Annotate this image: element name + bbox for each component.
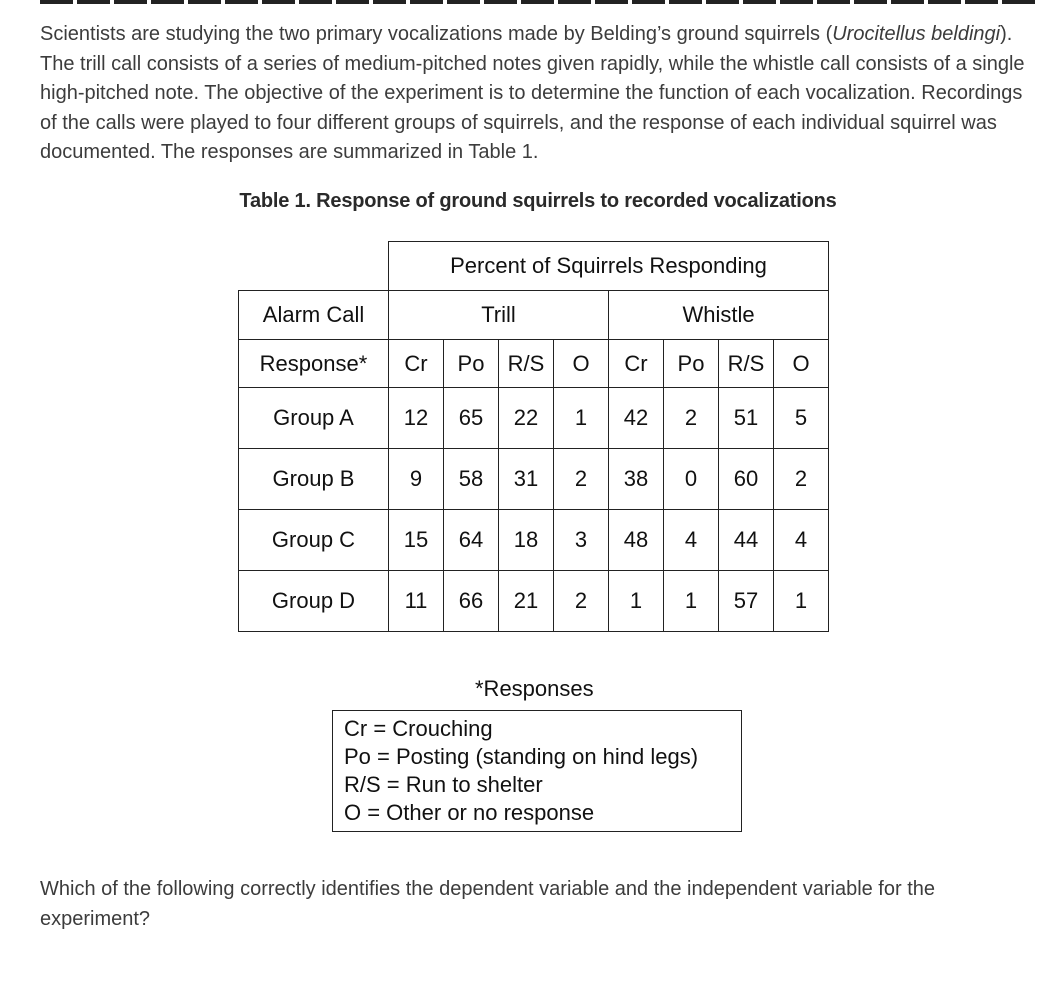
- response-code-row: [239, 340, 829, 388]
- code-cell: O: [554, 340, 609, 388]
- question-text: Which of the following correctly identifies the dependent variable and the independent variable for the experiment?: [40, 878, 936, 930]
- group-label: Group D: [239, 571, 389, 632]
- value-cell: 4: [774, 510, 829, 571]
- value-cell: 65: [444, 388, 499, 449]
- value-cell: 22: [499, 388, 554, 449]
- species-name: Urocitellus beldingi: [832, 23, 1001, 45]
- value-cell: 48: [609, 510, 664, 571]
- value-cell: 9: [389, 449, 444, 510]
- value-cell: 2: [664, 388, 719, 449]
- value-cell: 5: [774, 388, 829, 449]
- response-label: Response*: [239, 340, 389, 388]
- code-cell: Cr: [389, 340, 444, 388]
- value-cell: 1: [664, 571, 719, 632]
- intro-paragraph: [40, 20, 1036, 168]
- table-row: [239, 388, 829, 449]
- table-row: [239, 571, 829, 632]
- value-cell: 18: [499, 510, 554, 571]
- value-cell: 11: [389, 571, 444, 632]
- value-cell: 64: [444, 510, 499, 571]
- table-header-row: [239, 242, 829, 291]
- intro-text-2: ). The trill call consists of a series of medium-pitched notes given rapidly, while the whistle call consists of a single high-pitched note. The objective of the experiment is to determine the function of each vocalization. Recordings of the calls were played to four different groups of squirrels, and the response of each individual squirrel was documented. The responses are summarized in Table 1.: [40, 23, 1025, 164]
- code-cell: R/S: [499, 340, 554, 388]
- table-title: Table 1. Response of ground squirrels to recorded vocalizations: [239, 190, 837, 212]
- value-cell: 21: [499, 571, 554, 632]
- code-cell: R/S: [719, 340, 774, 388]
- value-cell: 31: [499, 449, 554, 510]
- value-cell: 44: [719, 510, 774, 571]
- value-cell: 2: [554, 571, 609, 632]
- legend-title: *Responses: [475, 676, 594, 701]
- call-header-row: [239, 291, 829, 340]
- value-cell: 42: [609, 388, 664, 449]
- value-cell: 2: [774, 449, 829, 510]
- alarm-call-label: Alarm Call: [239, 291, 389, 340]
- value-cell: 51: [719, 388, 774, 449]
- code-cell: O: [774, 340, 829, 388]
- value-cell: 1: [774, 571, 829, 632]
- value-cell: 12: [389, 388, 444, 449]
- intro-text-1: Scientists are studying the two primary vocalizations made by Belding’s ground squirrels (: [40, 23, 833, 45]
- value-cell: 57: [719, 571, 774, 632]
- code-cell: Cr: [609, 340, 664, 388]
- table-row: [239, 510, 829, 571]
- percent-responding-header: Percent of Squirrels Responding: [389, 242, 829, 291]
- table-row: [239, 449, 829, 510]
- value-cell: 1: [554, 388, 609, 449]
- value-cell: 0: [664, 449, 719, 510]
- value-cell: 58: [444, 449, 499, 510]
- value-cell: 15: [389, 510, 444, 571]
- legend-item: O = Other or no response: [344, 800, 595, 825]
- trill-header: Trill: [389, 291, 609, 340]
- whistle-header: Whistle: [609, 291, 829, 340]
- legend-item: Cr = Crouching: [344, 716, 493, 741]
- value-cell: 66: [444, 571, 499, 632]
- blank-corner-cell: [239, 242, 389, 291]
- legend-item: Po = Posting (standing on hind legs): [344, 744, 699, 769]
- group-label: Group A: [239, 388, 389, 449]
- code-cell: Po: [664, 340, 719, 388]
- legend-box: [332, 710, 742, 832]
- value-cell: 60: [719, 449, 774, 510]
- value-cell: 1: [609, 571, 664, 632]
- value-cell: 3: [554, 510, 609, 571]
- group-label: Group C: [239, 510, 389, 571]
- value-cell: 4: [664, 510, 719, 571]
- legend-item: R/S = Run to shelter: [344, 772, 543, 797]
- response-table: [238, 241, 829, 632]
- code-cell: Po: [444, 340, 499, 388]
- value-cell: 38: [609, 449, 664, 510]
- group-label: Group B: [239, 449, 389, 510]
- top-dashed-rule: [40, 0, 1036, 4]
- value-cell: 2: [554, 449, 609, 510]
